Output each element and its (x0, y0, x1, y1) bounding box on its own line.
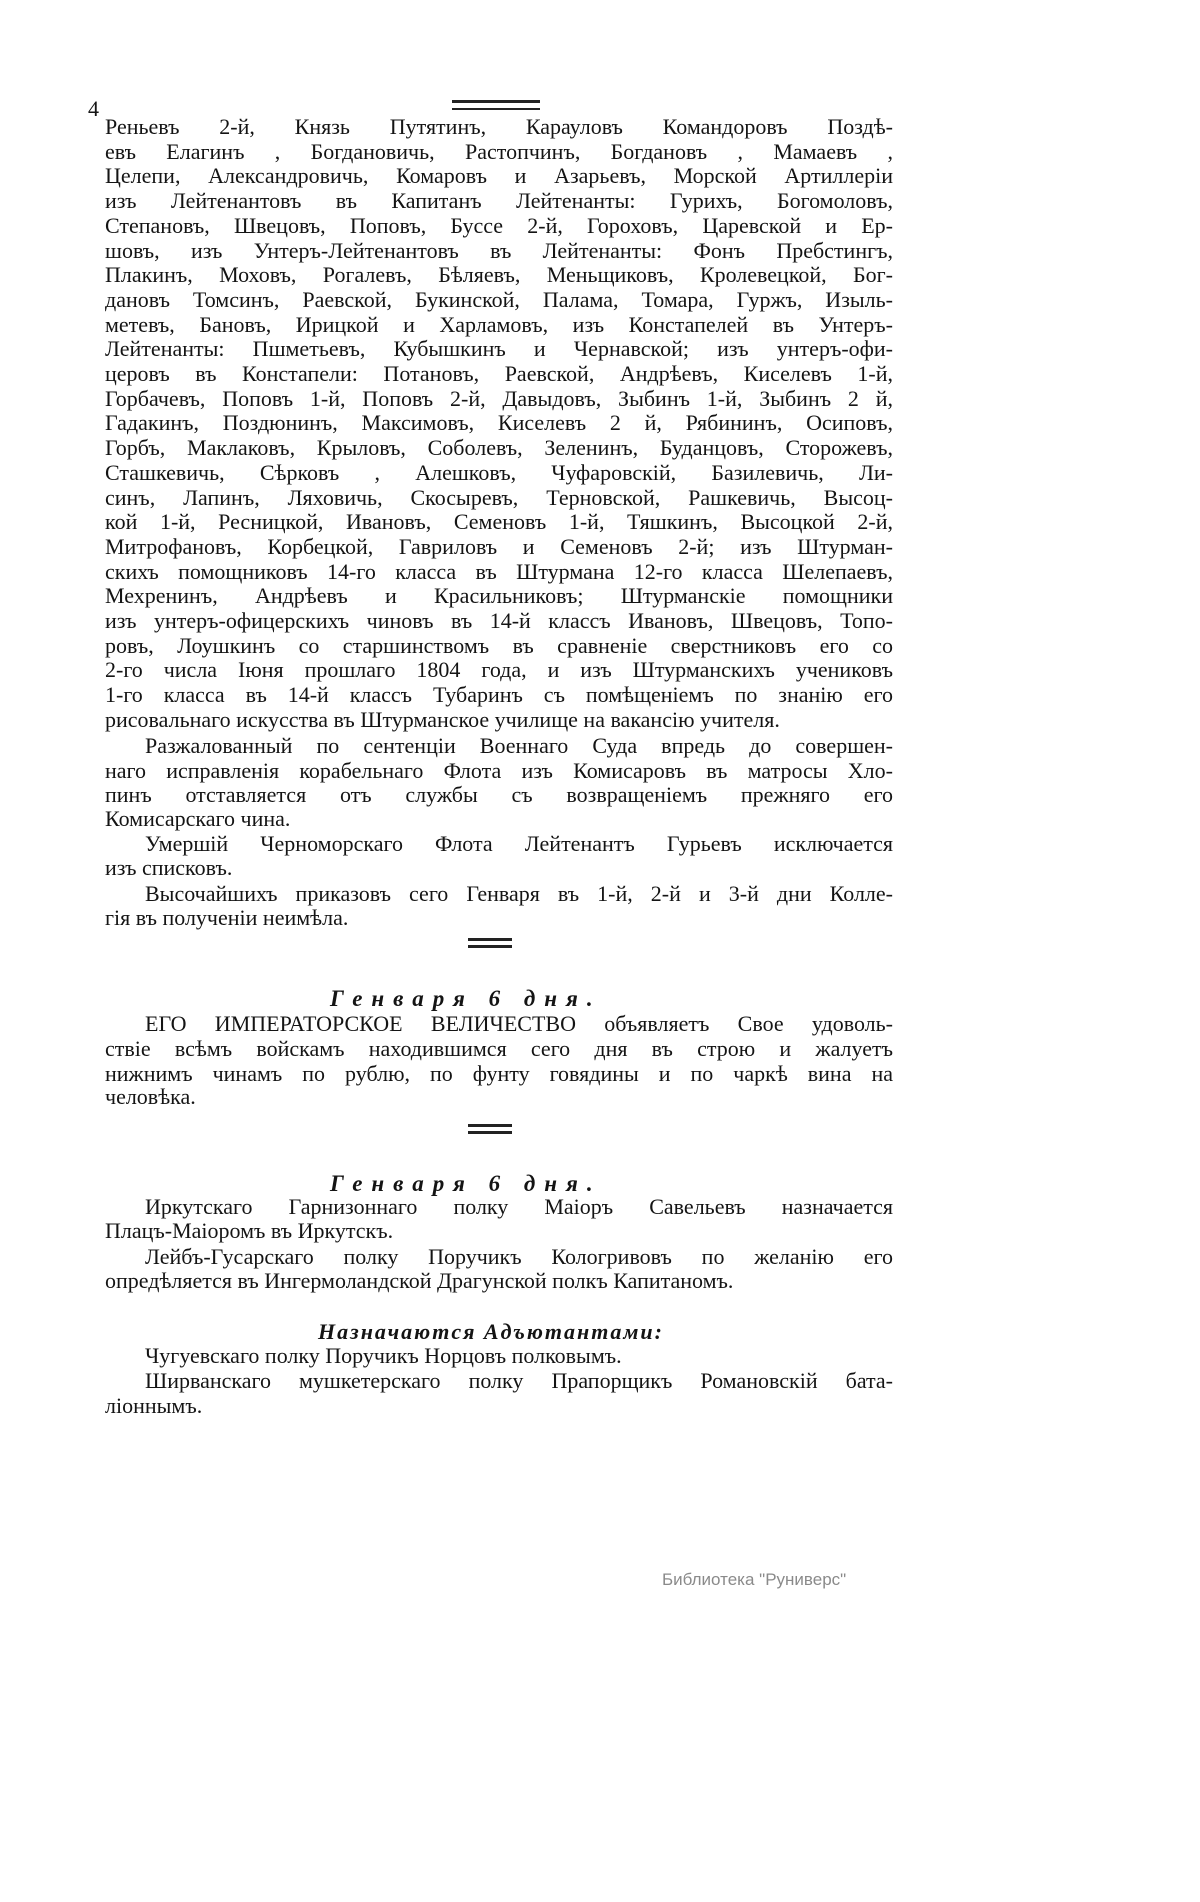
text-line: Лейбъ-Гусарскаго полку Поручикъ Кологривовъ по желанію его (145, 1244, 893, 1269)
text-line: евъ Елагинъ , Богдановичь, Растопчинъ, Богдановъ , Мамаевъ , (105, 138, 893, 164)
text-line: изъ списковъ. (105, 855, 233, 880)
text-line: изъ Лейтенантовъ въ Капитанъ Лейтенанты: Гурихъ, Богомоловъ, (105, 188, 893, 214)
text-line: ліоннымъ. (105, 1393, 203, 1418)
text-line: синъ, Лапинъ, Ляховичь, Скосыревъ, Терновской, Рашкевичь, Высоц- (105, 484, 893, 510)
section-separator (468, 945, 512, 948)
text-line: 1-го класса въ 14-й классъ Тубаринъ съ помѣщеніемъ по знанію его (105, 682, 893, 708)
text-line: Мехренинъ, Андрѣевъ и Красильниковъ; Штурманскіе помощники (105, 583, 893, 609)
text-line: человѣка. (105, 1084, 196, 1109)
text-line: церовъ въ Констапели: Потановъ, Раевской, Андрѣевъ, Киселевъ 1-й, (105, 361, 893, 386)
section-separator (468, 938, 512, 941)
text-line: Горбъ, Маклаковъ, Крыловъ, Соболевъ, Зеленинъ, Буданцовъ, Сторожевъ, (105, 435, 893, 461)
text-line: кой 1-й, Ресницкой, Ивановъ, Семеновъ 1-й, Тяшкинъ, Высоцкой 2-й, (105, 509, 893, 535)
text-line: нижнимъ чинамъ по рублю, по фунту говядины и по чаркѣ вина на (105, 1061, 893, 1086)
text-line: рисовальнаго искусства въ Штурманское училище на вакансію учителя. (105, 706, 780, 732)
text-line: дановъ Томсинъ, Раевской, Букинской, Палама, Томара, Гуржъ, Изыль- (105, 286, 893, 312)
text-line: Гадакинъ, Поздюнинъ, Максимовъ, Киселевъ 2 й, Рябининъ, Осиповъ, (105, 410, 893, 436)
text-line: Целепи, Александровичь, Комаровъ и Азарьевъ, Морской Артиллеріи (105, 163, 893, 189)
section-separator (468, 1124, 512, 1127)
text-line: пинъ отставляется отъ службы съ возвращеніемъ прежняго его (105, 782, 893, 807)
text-line: скихъ помощниковъ 14-го класса въ Штурмана 12-го класса Шелепаевъ, (105, 558, 893, 584)
text-line: Лейтенанты: Пшметьевъ, Кубышкинъ и Чернавской; изъ унтеръ-офи- (105, 336, 893, 362)
text-line: изъ унтеръ-офицерскихъ чиновъ въ 14-й классъ Ивановъ, Швецовъ, Топо- (105, 608, 893, 633)
text-line: опредѣляется въ Ингермоландской Драгунской полкъ Капитаномъ. (105, 1268, 734, 1293)
text-line: Умершій Черноморскаго Флота Лейтенантъ Гурьевъ исключается (145, 831, 893, 856)
text-line: ровъ, Лоушкинъ со старшинствомъ въ сравненіе сверстниковъ его со (105, 632, 893, 658)
text-line: Разжалованный по сентенціи Военнаго Суда впредь до совершен- (145, 733, 893, 758)
text-line: Степановъ, Швецовъ, Поповъ, Буссе 2-й, Гороховъ, Царевской и Ер- (105, 212, 893, 238)
text-line: Митрофановъ, Корбецкой, Гавриловъ и Семеновъ 2-й; изъ Штурман- (105, 533, 893, 559)
text-line: наго исправленія корабельнаго Флота изъ Комисаровъ въ матросы Хло- (105, 758, 893, 783)
text-line: шовъ, изъ Унтеръ-Лейтенантовъ въ Лейтенанты: Фонъ Пребстингъ, (105, 237, 893, 263)
text-line: Ширванскаго мушкетерскаго полку Прапорщикъ Романовскій бата- (145, 1368, 893, 1393)
section-heading-date: Генваря 6 дня. (330, 986, 602, 1011)
text-line: ЕГО ИМПЕРАТОРСКОЕ ВЕЛИЧЕСТВО объявляетъ Свое удоволь- (145, 1011, 893, 1036)
top-rule (452, 100, 540, 103)
text-line: Плакинъ, Моховъ, Рогалевъ, Бѣляевъ, Меньщиковъ, Кролевецкой, Бог- (105, 262, 893, 288)
text-line: Реньевъ 2-й, Князь Путятинъ, Карауловъ Командоровъ Поздѣ- (105, 114, 893, 139)
section-separator (468, 1131, 512, 1134)
section-heading-date: Генваря 6 дня. (330, 1171, 602, 1196)
text-line: Чугуевскаго полку Поручикъ Норцовъ полковымъ. (145, 1343, 622, 1368)
text-line: Горбачевъ, Поповъ 1-й, Поповъ 2-й, Давыдовъ, Зыбинъ 1-й, Зыбинъ 2 й, (105, 385, 893, 411)
text-line: ствіе всѣмъ войскамъ находившимся сего дня въ строю и жалуетъ (105, 1036, 893, 1061)
library-watermark: Библиотека "Руниверс" (662, 1570, 847, 1589)
text-line: Высочайшихъ приказовъ сего Генваря въ 1-й, 2-й и 3-й дни Колле- (145, 881, 893, 906)
text-line: Сташкевичь, Сѣрковъ , Алешковъ, Чуфаровскій, Базилевичь, Ли- (105, 459, 893, 485)
top-rule (452, 108, 540, 110)
page-number: 4 (88, 96, 99, 121)
text-line: Комисарскаго чина. (105, 806, 291, 831)
text-line: Иркутскаго Гарнизоннаго полку Маіоръ Савельевъ назначается (145, 1194, 893, 1219)
subheading-adjutants: Назначаются Адъютантами: (318, 1319, 664, 1344)
text-line: 2-го числа Іюня прошлаго 1804 года, и изъ Штурманскихъ учениковъ (105, 657, 893, 683)
text-line: метевъ, Бановъ, Ирицкой и Харламовъ, изъ Констапелей въ Унтеръ- (105, 311, 893, 337)
text-line: Плацъ-Маіоромъ въ Иркутскъ. (105, 1218, 394, 1243)
text-line: гія въ полученіи неимѣла. (105, 905, 349, 930)
